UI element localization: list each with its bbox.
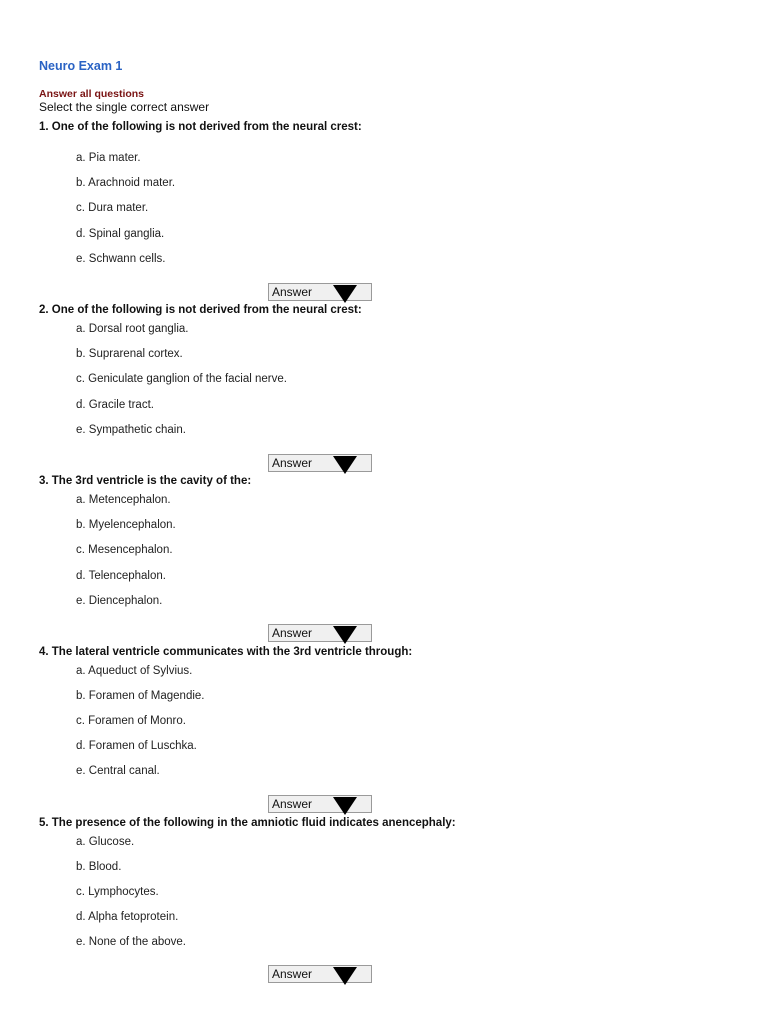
question-5-option-d[interactable]: d. Alpha fetoprotein. <box>76 911 179 923</box>
question-2-option-d[interactable]: d. Gracile tract. <box>76 399 154 411</box>
answer-button-label: Answer <box>272 797 313 811</box>
question-2-option-a[interactable]: a. Dorsal root ganglia. <box>76 323 189 335</box>
question-5-text: 5. The presence of the following in the amniotic fluid indicates anencephaly: <box>39 817 456 829</box>
answer-button-label: Answer <box>272 285 313 299</box>
question-2-option-b[interactable]: b. Suprarenal cortex. <box>76 348 183 360</box>
question-4-answer-button[interactable] <box>268 795 372 813</box>
dropdown-arrow-icon <box>333 626 357 644</box>
question-5-option-b[interactable]: b. Blood. <box>76 861 122 873</box>
question-1-option-a[interactable]: a. Pia mater. <box>76 152 141 164</box>
question-4-option-c[interactable]: c. Foramen of Monro. <box>76 715 186 727</box>
question-3-text: 3. The 3rd ventricle is the cavity of the: <box>39 475 252 487</box>
question-3-option-b[interactable]: b. Myelencephalon. <box>76 519 176 531</box>
question-4-text: 4. The lateral ventricle communicates with the 3rd ventricle through: <box>39 646 413 658</box>
answer-button-label: Answer <box>272 967 313 981</box>
question-4-option-d[interactable]: d. Foramen of Luschka. <box>76 740 197 752</box>
instructions-text: Select the single correct answer <box>39 100 210 114</box>
dropdown-arrow-icon <box>333 797 357 815</box>
question-2-text: 2. One of the following is not derived from the neural crest: <box>39 304 362 316</box>
question-1-option-c[interactable]: c. Dura mater. <box>76 202 149 214</box>
dropdown-arrow-icon <box>333 967 357 985</box>
question-1-answer-button[interactable] <box>268 283 372 301</box>
question-1-option-b[interactable]: b. Arachnoid mater. <box>76 177 176 189</box>
question-5-answer-button[interactable] <box>268 965 372 983</box>
question-5-option-a[interactable]: a. Glucose. <box>76 836 135 848</box>
question-4-option-a[interactable]: a. Aqueduct of Sylvius. <box>76 665 193 677</box>
question-5-option-c[interactable]: c. Lymphocytes. <box>76 886 159 898</box>
dropdown-arrow-icon <box>333 285 357 303</box>
question-1-option-e[interactable]: e. Schwann cells. <box>76 253 166 265</box>
instructions-heading: Answer all questions <box>39 88 145 100</box>
question-4-option-b[interactable]: b. Foramen of Magendie. <box>76 690 205 702</box>
question-5-option-e[interactable]: e. None of the above. <box>76 936 186 948</box>
question-3-option-a[interactable]: a. Metencephalon. <box>76 494 171 506</box>
question-4-option-e[interactable]: e. Central canal. <box>76 765 160 777</box>
page-title: Neuro Exam 1 <box>39 59 123 73</box>
answer-button-label: Answer <box>272 626 313 640</box>
question-2-option-e[interactable]: e. Sympathetic chain. <box>76 424 186 436</box>
question-2-answer-button[interactable] <box>268 454 372 472</box>
question-1-text: 1. One of the following is not derived from the neural crest: <box>39 121 362 133</box>
question-1-option-d[interactable]: d. Spinal ganglia. <box>76 228 165 240</box>
question-3-answer-button[interactable] <box>268 624 372 642</box>
question-2-option-c[interactable]: c. Geniculate ganglion of the facial nerve. <box>76 373 287 385</box>
dropdown-arrow-icon <box>333 456 357 474</box>
question-3-option-d[interactable]: d. Telencephalon. <box>76 570 166 582</box>
answer-button-label: Answer <box>272 456 313 470</box>
question-3-option-c[interactable]: c. Mesencephalon. <box>76 544 173 556</box>
question-3-option-e[interactable]: e. Diencephalon. <box>76 595 163 607</box>
